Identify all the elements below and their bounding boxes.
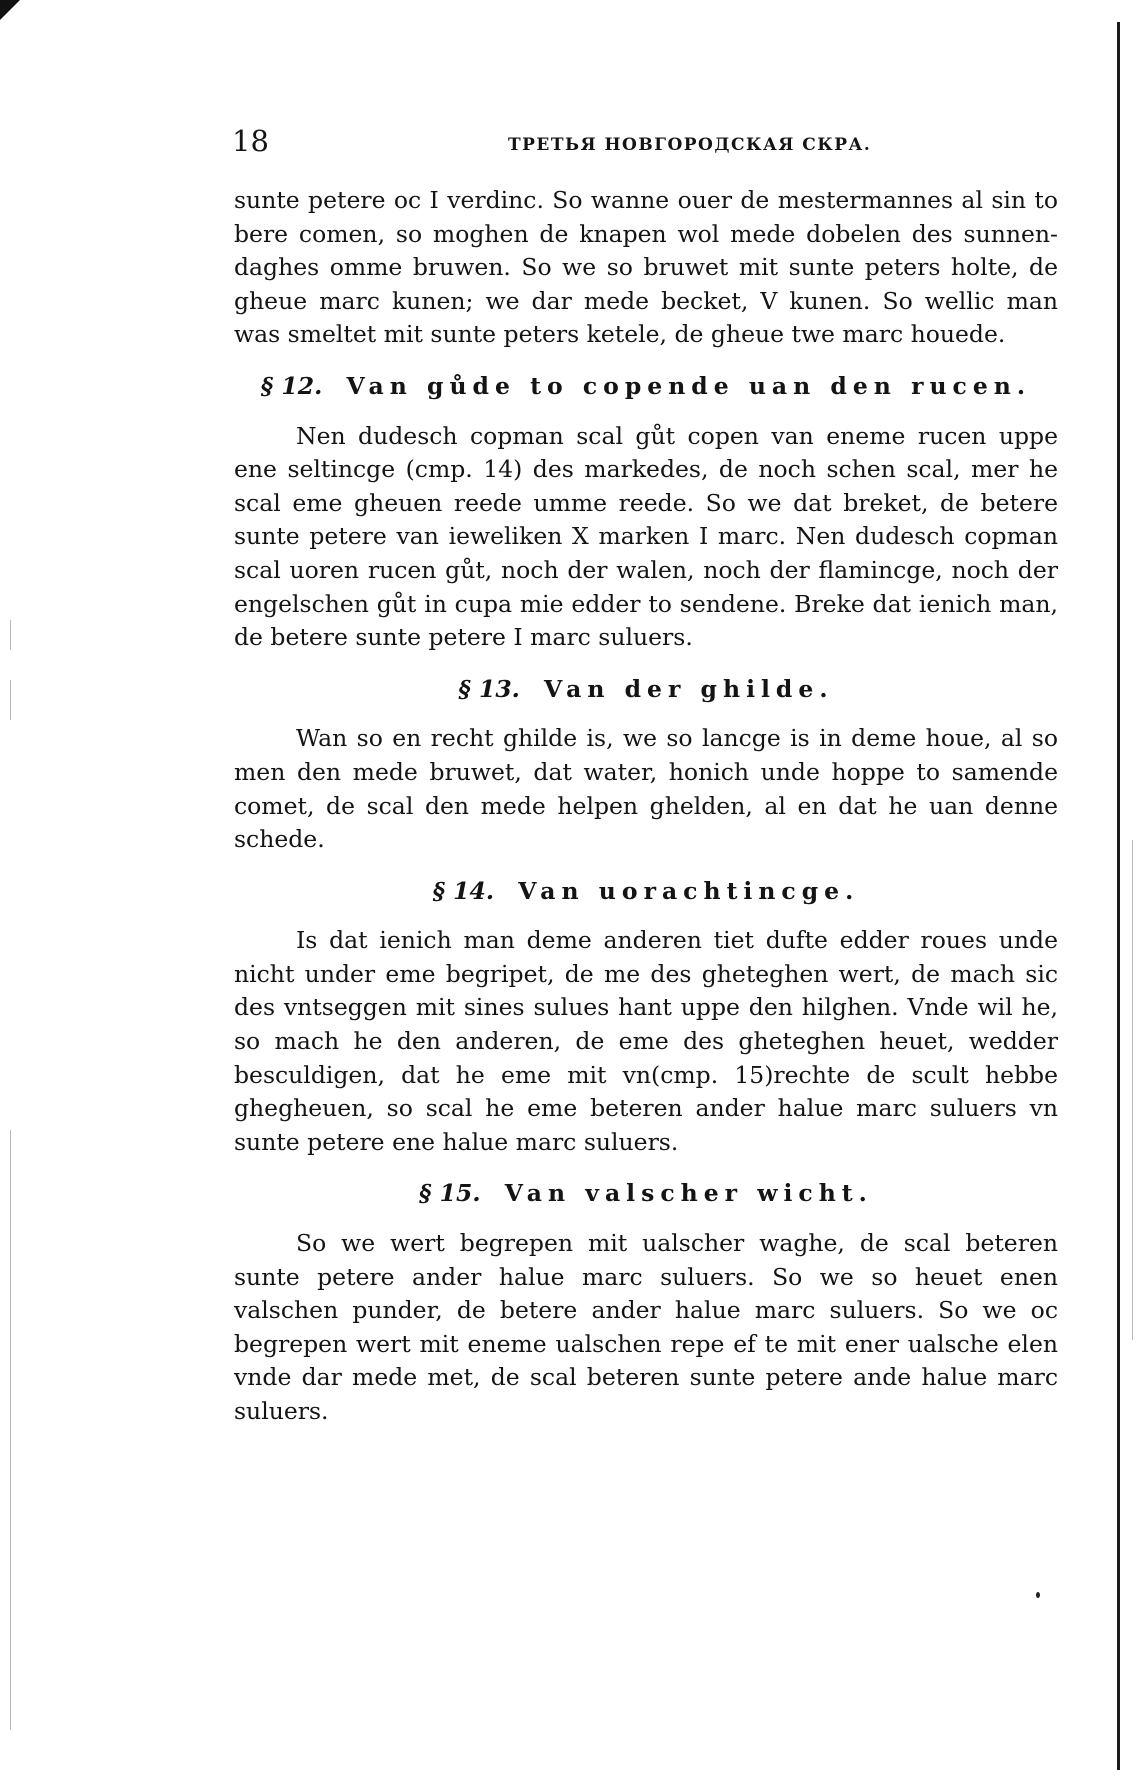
margin-tick-4 — [1132, 840, 1133, 1340]
margin-tick-1 — [10, 620, 11, 650]
section-12-number: § 12. — [260, 371, 323, 400]
section-13-heading — [234, 655, 1058, 723]
section-15-heading — [234, 1159, 1058, 1227]
page-number: 18 — [232, 124, 269, 158]
margin-tick-2 — [10, 680, 11, 720]
section-12-title: Van gůde to copende uan den rucen. — [346, 371, 1032, 400]
section-14-body: Is dat ienich man deme anderen tiet dufte edder roues unde nicht under eme begripet, de me des gheteghen wert, de mach sic des vntseggen mit sines sulues hant uppe den hilghen. Vnde wil he, so mach he den anderen, de eme des gheteghen heuet, wedder besculdigen, dat he eme mit vn(cmp. 15)rechte de scult hebbe ghegheuen, so scal he eme beteren ander halue marc suluers vn sunte petere ene halue marc suluers. — [234, 926, 1058, 1156]
section-14-title: Van uorachtincge. — [518, 876, 860, 905]
running-head: ТРЕТЬЯ НОВГОРОДСКАЯ СКРА. — [508, 135, 872, 155]
section-15-body: So we wert begrepen mit ualscher waghe, de scal beteren sunte petere ander halue marc suluers. So we so heuet enen valschen punder, de betere ander halue marc suluers. So we oc begrepen wert mit eneme ualschen repe ef te mit ener ualsche elen vnde dar mede met, de scal beteren sunte petere ande halue marc suluers. — [234, 1229, 1058, 1425]
section-13-number: § 13. — [458, 674, 520, 703]
margin-tick-3 — [10, 1130, 11, 1730]
section-15-title: Van valscher wicht. — [504, 1179, 873, 1208]
main-text-column — [234, 184, 1058, 1429]
section-13-body: Wan so en recht ghilde is, we so lancge is in deme houe, al so men den mede bruwet, dat water, honich unde hoppe to samende comet, de scal den mede helpen ghelden, al en dat he uan denne schede. — [234, 724, 1058, 854]
ink-speck — [1036, 1592, 1040, 1598]
section-14-heading — [234, 857, 1058, 925]
opening-paragraph: sunte petere oc I verdinc. So wanne ouer de mestermannes al sin to bere comen, so moghen de knapen wol mede dobelen des sunnen-daghes omme bruwen. So we so bruwet mit sunte peters holte, de gheue marc kunen; we dar mede becket, V kunen. So wellic man was smeltet mit sunte peters ketele, de gheue twe marc houede. — [234, 186, 1058, 349]
section-15-number: § 15. — [419, 1179, 481, 1208]
section-12-heading — [234, 352, 1058, 420]
page-corner-mark — [0, 0, 20, 20]
section-13-title: Van der ghilde. — [544, 674, 834, 703]
section-12-body: Nen dudesch copman scal gůt copen van eneme rucen uppe ene seltincge (cmp. 14) des markedes, de noch schen scal, mer he scal eme gheuen reede umme reede. So we dat breket, de betere sunte petere van ieweliken X marken I marc. Nen dudesch copman scal uoren rucen gůt, noch der walen, noch der flamincge, noch der engelschen gůt in cupa mie edder to sendene. Breke dat ienich man, de betere sunte petere I marc suluers. — [234, 421, 1058, 652]
section-14-number: § 14. — [432, 876, 495, 905]
page-edge-line — [1117, 22, 1120, 1770]
